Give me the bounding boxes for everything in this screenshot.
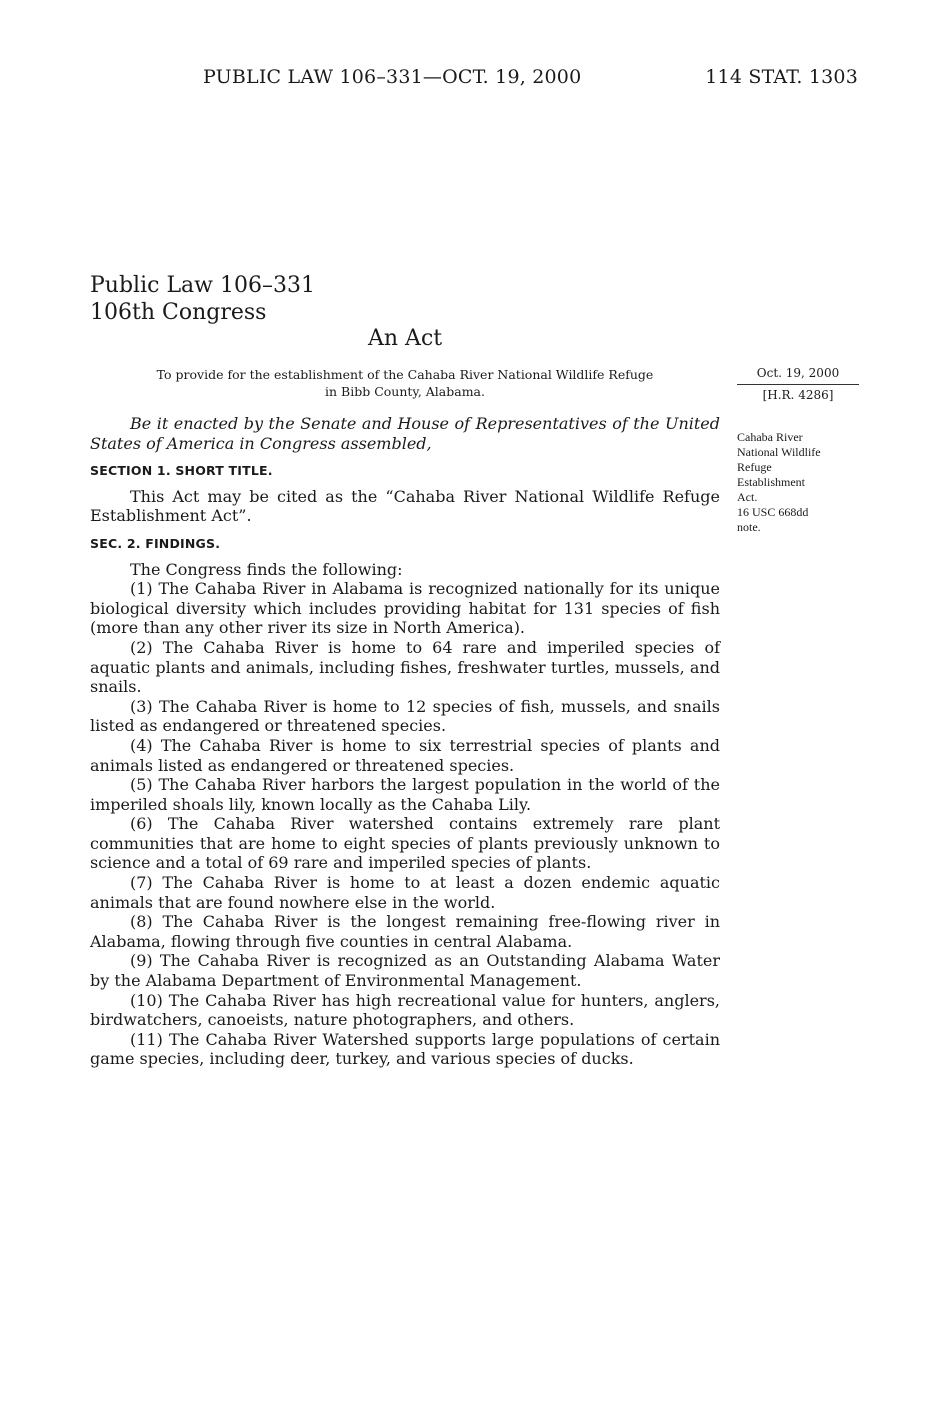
purpose-clause	[90, 366, 720, 400]
purpose-line: To provide for the establishment of the Cahaba River National Wildlife Refuge	[156, 367, 654, 382]
law-and-date: PUBLIC LAW 106–331—OCT. 19, 2000	[203, 66, 582, 88]
act-heading: An Act	[368, 326, 443, 351]
section-2-heading: SEC. 2. FINDINGS.	[90, 535, 221, 551]
enacting-clause: Be it enacted by the Senate and House of Representatives of the United States of America in Congress assembled,	[90, 414, 720, 453]
bill-number: [H.R. 4286]	[762, 388, 834, 402]
finding-item: (4) The Cahaba River is home to six terrestrial species of plants and animals listed as endangered or threatened species.	[90, 735, 720, 775]
finding-item: (6) The Cahaba River watershed contains extremely rare plant communities that are home to eight species of plants previously unknown to science and a total of 69 rare and imperiled species of plants.	[90, 814, 720, 873]
finding-item: (2) The Cahaba River is home to 64 rare and imperiled species of aquatic plants and animals, including fishes, freshwater turtles, mussels, and snails.	[90, 637, 720, 697]
finding-item: (9) The Cahaba River is recognized as an Outstanding Alabama Water by the Alabama Department of Environmental Management.	[90, 951, 720, 991]
margin-notes	[737, 366, 865, 535]
law-number: Public Law 106–331	[90, 273, 315, 298]
side-note: Establishment	[737, 475, 805, 489]
finding-item: (10) The Cahaba River has high recreational value for hunters, anglers, birdwatchers, canoeists, nature photographers, and others.	[90, 990, 720, 1030]
side-note: National Wildlife	[737, 445, 821, 459]
statute-page-number: 114 STAT. 1303	[705, 66, 858, 88]
enactment-date-block	[737, 366, 859, 403]
side-note: Cahaba River	[737, 430, 803, 444]
finding-item: (11) The Cahaba River Watershed supports large populations of certain game species, including deer, turkey, and various species of ducks.	[90, 1029, 720, 1069]
side-note: Refuge	[737, 460, 772, 474]
purpose-line: in Bibb County, Alabama.	[325, 384, 485, 399]
enactment-date: Oct. 19, 2000	[737, 366, 859, 385]
finding-item: (8) The Cahaba River is the longest remaining free-flowing river in Alabama, flowing through five counties in central Alabama.	[90, 912, 720, 951]
finding-item: (7) The Cahaba River is home to at least a dozen endemic aquatic animals that are found nowhere else in the world.	[90, 873, 720, 912]
finding-item: (3) The Cahaba River is home to 12 species of fish, mussels, and snails listed as endangered or threatened species.	[90, 696, 720, 736]
congress-number: 106th Congress	[90, 300, 267, 325]
section-1-heading: SECTION 1. SHORT TITLE.	[90, 463, 273, 479]
side-notes	[737, 430, 865, 535]
side-note: note.	[737, 520, 761, 534]
side-note: 16 USC 668dd	[737, 505, 809, 519]
law-identification	[90, 272, 315, 326]
finding-item: (1) The Cahaba River in Alabama is recognized nationally for its unique biological diversity which includes providing habitat for 131 species of fish (more than any other river its size in North America).	[90, 579, 720, 638]
finding-item: (5) The Cahaba River harbors the largest population in the world of the imperiled shoals lily, known locally as the Cahaba Lily.	[90, 775, 720, 814]
section-1-text: This Act may be cited as the “Cahaba River National Wildlife Refuge Establishment Act”.	[90, 486, 720, 526]
act-body	[90, 414, 720, 1069]
side-note: Act.	[737, 490, 758, 504]
findings-intro: The Congress finds the following:	[130, 559, 403, 579]
